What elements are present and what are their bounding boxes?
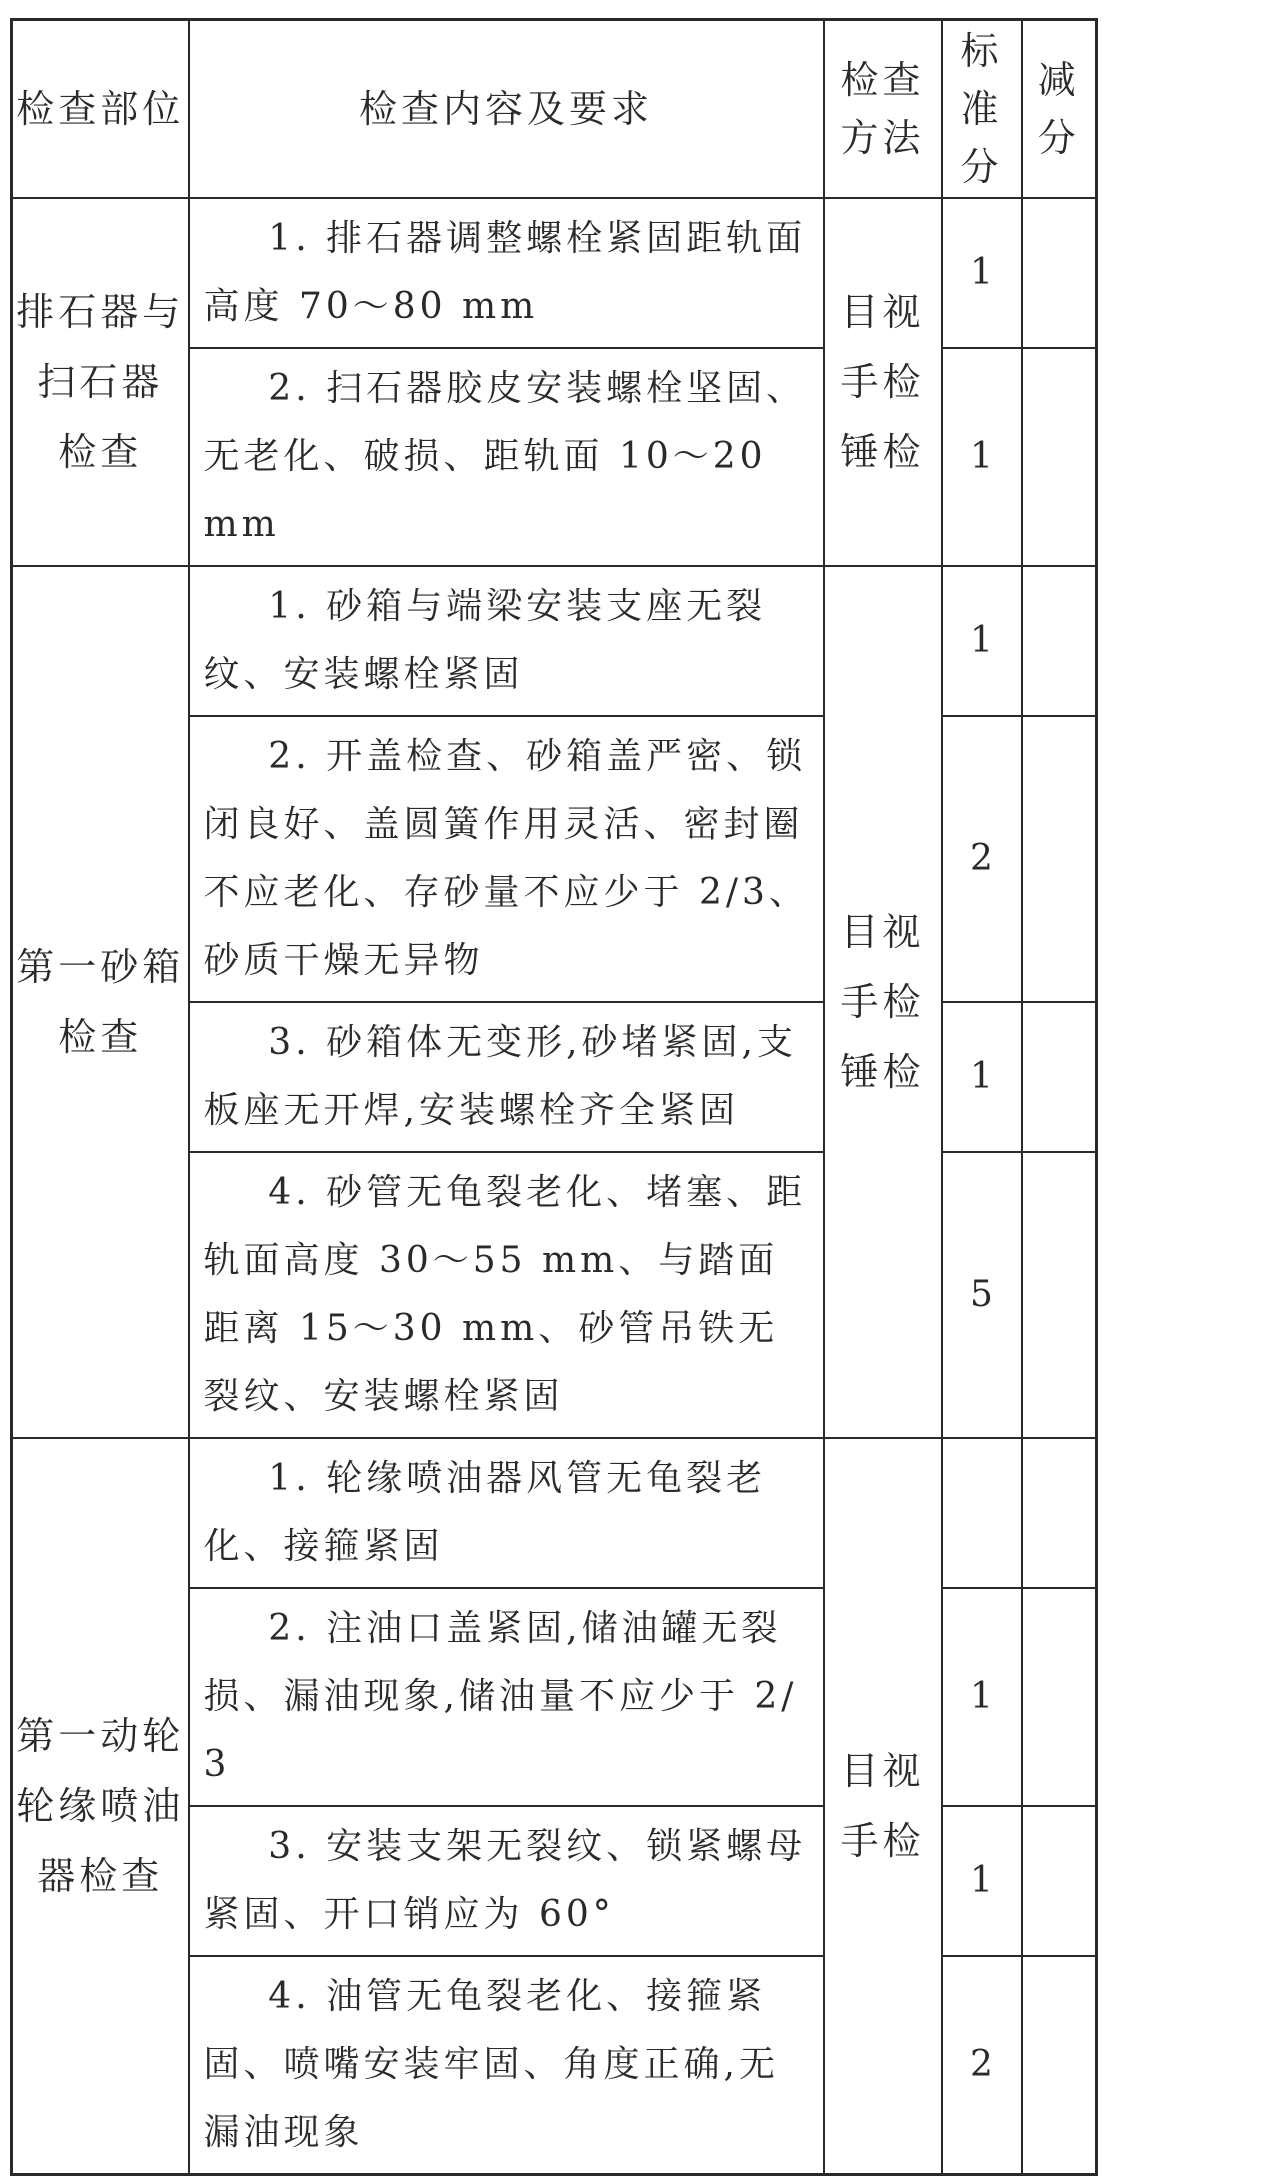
method-line: 目视	[840, 289, 925, 334]
part-line: 第一动轮	[16, 1713, 185, 1758]
header-standard-line: 分	[960, 144, 1003, 189]
score-cell: 2	[942, 1956, 1022, 2175]
header-method	[824, 20, 942, 198]
deduct-cell[interactable]	[1022, 566, 1097, 716]
deduct-cell[interactable]	[1022, 1956, 1097, 2175]
table-row	[12, 198, 1097, 348]
part-line: 扫石器	[37, 359, 164, 404]
content-cell: 3. 砂箱体无变形,砂堵紧固,支板座无开焊,安装螺栓齐全紧固	[189, 1002, 824, 1152]
score-cell: 1	[942, 348, 1022, 566]
method-line: 锤检	[840, 1049, 925, 1094]
content-cell: 4. 砂管无龟裂老化、堵塞、距轨面高度 30～55 mm、与踏面距离 15～30 mm、砂管吊铁无裂纹、安装螺栓紧固	[189, 1152, 824, 1438]
content-cell: 2. 开盖检查、砂箱盖严密、锁闭良好、盖圆簧作用灵活、密封圈不应老化、存砂量不应少于 2/3、砂质干燥无异物	[189, 716, 824, 1002]
deduct-cell[interactable]	[1022, 1152, 1097, 1438]
part-cell	[12, 566, 189, 1438]
deduct-cell[interactable]	[1022, 198, 1097, 348]
score-cell	[942, 1438, 1022, 1588]
score-cell: 1	[942, 1002, 1022, 1152]
content-cell: 2. 扫石器胶皮安装螺栓坚固、无老化、破损、距轨面 10～20 mm	[189, 348, 824, 566]
method-line: 锤检	[840, 429, 925, 474]
header-deduct-line: 分	[1037, 115, 1080, 160]
part-line: 器检查	[37, 1853, 164, 1898]
content-cell: 1. 轮缘喷油器风管无龟裂老化、接箍紧固	[189, 1438, 824, 1588]
deduct-cell[interactable]	[1022, 716, 1097, 1002]
score-cell: 1	[942, 198, 1022, 348]
content-cell: 3. 安装支架无裂纹、锁紧螺母紧固、开口销应为 60°	[189, 1806, 824, 1956]
score-cell: 1	[942, 566, 1022, 716]
header-method-line: 方法	[840, 115, 925, 160]
method-line: 目视	[840, 909, 925, 954]
method-cell	[824, 566, 942, 1438]
method-line: 手检	[840, 979, 925, 1024]
part-line: 第一砂箱	[16, 944, 185, 989]
header-row	[12, 20, 1097, 198]
content-cell: 2. 注油口盖紧固,储油罐无裂损、漏油现象,储油量不应少于 2/3	[189, 1588, 824, 1806]
table-row	[12, 566, 1097, 716]
part-line: 轮缘喷油	[16, 1783, 185, 1828]
header-deduct-line: 减	[1037, 57, 1080, 102]
content-cell: 1. 排石器调整螺栓紧固距轨面高度 70～80 mm	[189, 198, 824, 348]
deduct-cell[interactable]	[1022, 1806, 1097, 1956]
inspection-table	[10, 18, 1098, 2176]
method-cell	[824, 1438, 942, 2175]
deduct-cell[interactable]	[1022, 348, 1097, 566]
content-cell: 1. 砂箱与端梁安装支座无裂纹、安装螺栓紧固	[189, 566, 824, 716]
header-content: 检查内容及要求	[189, 20, 824, 198]
header-part: 检查部位	[12, 20, 189, 198]
table-row	[12, 1438, 1097, 1588]
score-cell: 5	[942, 1152, 1022, 1438]
part-line: 检查	[58, 1014, 143, 1059]
part-line: 排石器与	[16, 289, 185, 334]
method-line: 手检	[840, 1818, 925, 1863]
score-cell: 1	[942, 1588, 1022, 1806]
deduct-cell[interactable]	[1022, 1002, 1097, 1152]
method-cell	[824, 198, 942, 566]
header-standard-line: 标	[960, 28, 1003, 73]
method-line: 目视	[840, 1748, 925, 1793]
inspection-table-container	[10, 18, 1098, 2176]
score-cell: 1	[942, 1806, 1022, 1956]
score-cell: 2	[942, 716, 1022, 1002]
part-line: 检查	[58, 429, 143, 474]
deduct-cell[interactable]	[1022, 1588, 1097, 1806]
part-cell	[12, 1438, 189, 2175]
header-deduct	[1022, 20, 1097, 198]
part-cell	[12, 198, 189, 566]
header-standard-score	[942, 20, 1022, 198]
deduct-cell[interactable]	[1022, 1438, 1097, 1588]
header-standard-line: 准	[960, 86, 1003, 131]
header-method-line: 检查	[840, 57, 925, 102]
method-line: 手检	[840, 359, 925, 404]
content-cell: 4. 油管无龟裂老化、接箍紧固、喷嘴安装牢固、角度正确,无漏油现象	[189, 1956, 824, 2175]
